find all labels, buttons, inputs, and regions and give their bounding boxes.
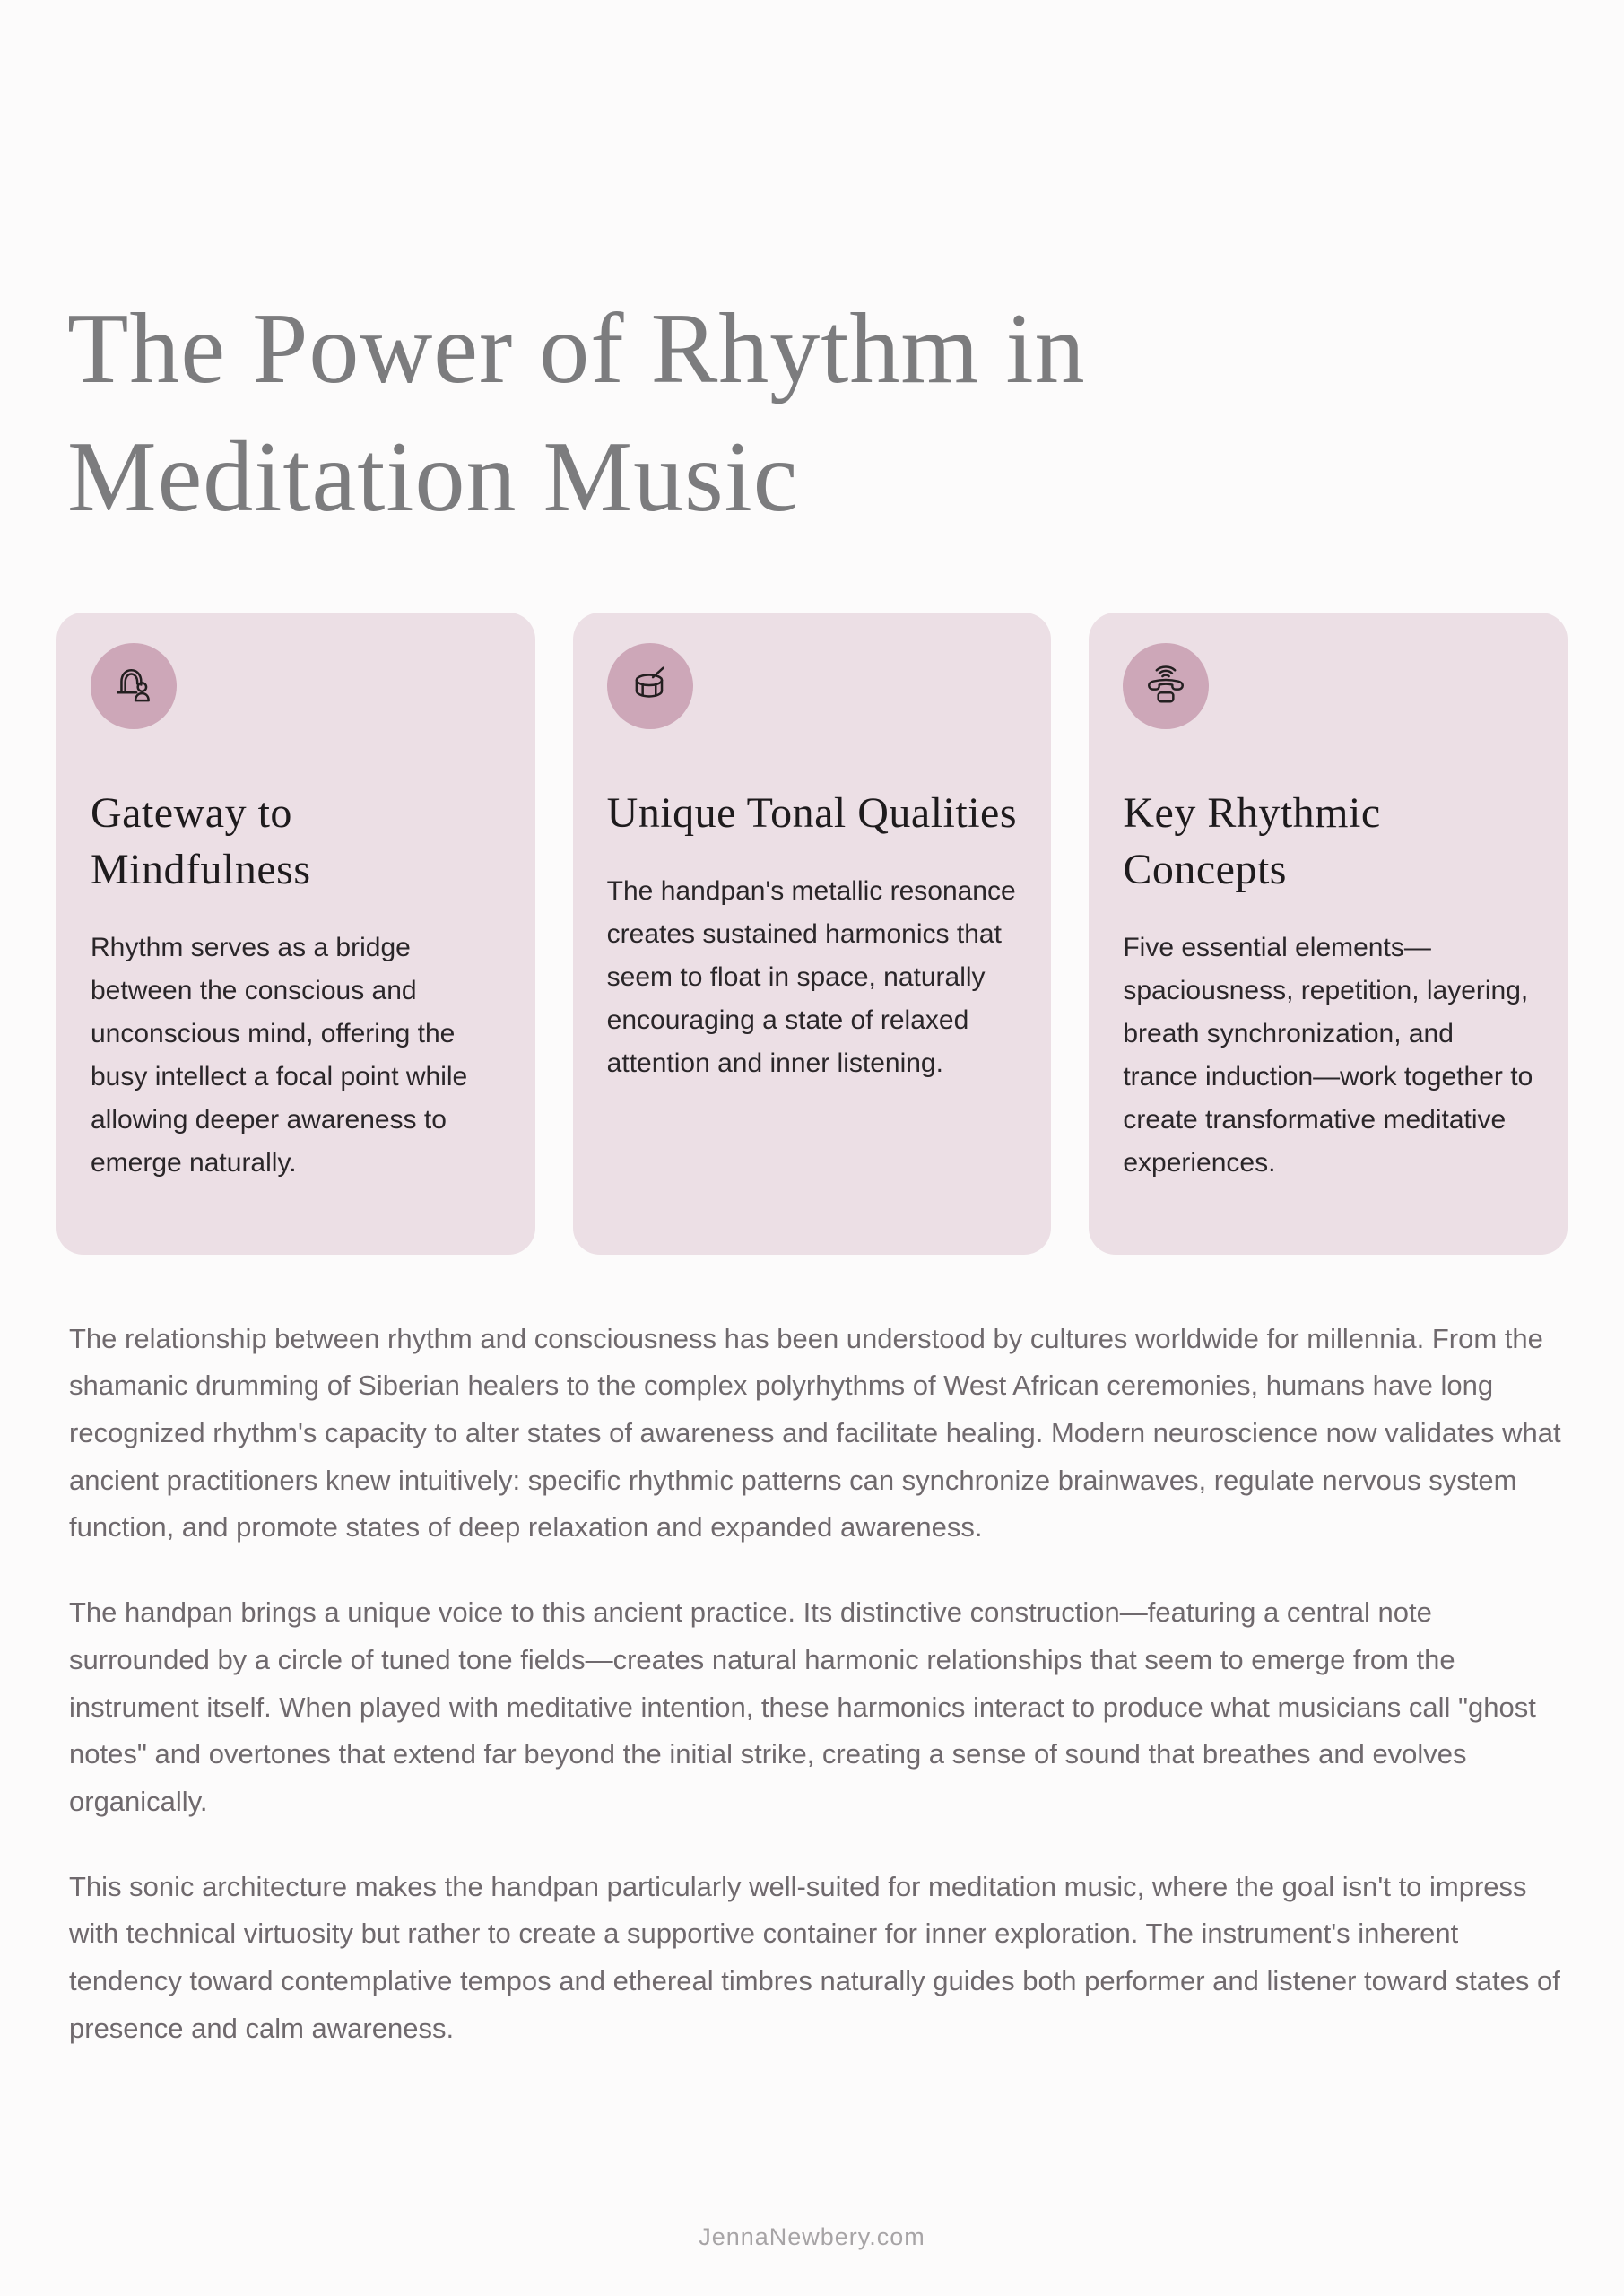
icon-circle	[1123, 643, 1209, 729]
page-content	[0, 285, 1624, 2052]
card-title: Unique Tonal Qualities	[606, 788, 1018, 837]
drum-icon	[628, 664, 673, 709]
card-body: Five essential elements—spaciousness, repetition, layering, breath synchronization, and trance induction—work together to create transformative meditative experiences.	[1123, 933, 1533, 1178]
card-key-rhythmic-concepts	[1089, 613, 1568, 1255]
card-body: Rhythm serves as a bridge between the conscious and unconscious mind, offering the busy intellect a focal point while allowing deeper awareness to emerge naturally.	[91, 933, 468, 1178]
icon-circle	[91, 643, 177, 729]
site-footer-url: JennaNewbery.com	[699, 2223, 925, 2250]
card-gateway-to-mindfulness	[56, 613, 535, 1255]
article-body	[69, 1316, 1568, 2053]
ringing-phone-icon	[1143, 664, 1188, 709]
feature-cards-row	[56, 613, 1568, 1255]
page-title: The Power of Rhythm in Meditation Music	[67, 293, 1086, 534]
paragraph: The handpan brings a unique voice to this ancient practice. Its distinctive construction—featuring a central note surrounded by a circle of tuned tone fields—creates natural harmonic relationships that seem to emerge from the instrument itself. When played with meditative intention, these harmonics interact to produce what musicians call "ghost notes" and overtones that extend far beyond the initial strike, creating a sense of sound that breathes and evolves organically.	[69, 1596, 1536, 1817]
paragraph: The relationship between rhythm and consciousness has been understood by cultures worldwide for millennia. From the shamanic drumming of Siberian healers to the complex polyrhythms of West African ceremonies, humans have long recognized rhythm's capacity to alter states of awareness and facilitate healing. Modern neuroscience now validates what ancient practitioners knew intuitively: specific rhythmic patterns can synchronize brainwaves, regulate nervous system function, and promote states of deep relaxation and expanded awareness.	[69, 1322, 1561, 1544]
paragraph: This sonic architecture makes the handpan particularly well-suited for meditation music, where the goal isn't to impress with technical virtuosity but rather to create a supportive container for inner exploration. The instrument's inherent tendency toward contemplative tempos and ethereal timbres naturally guides both performer and listener toward states of presence and calm awareness.	[69, 1870, 1560, 2044]
card-title: Gateway to Mindfulness	[91, 788, 311, 894]
card-body: The handpan's metallic resonance creates sustained harmonics that seem to float in space, naturally encouraging a state of relaxed attention and inner listening.	[606, 876, 1016, 1079]
card-unique-tonal-qualities	[573, 613, 1052, 1255]
icon-circle	[607, 643, 693, 729]
arch-person-icon	[111, 664, 156, 709]
card-title: Key Rhythmic Concepts	[1123, 788, 1381, 894]
